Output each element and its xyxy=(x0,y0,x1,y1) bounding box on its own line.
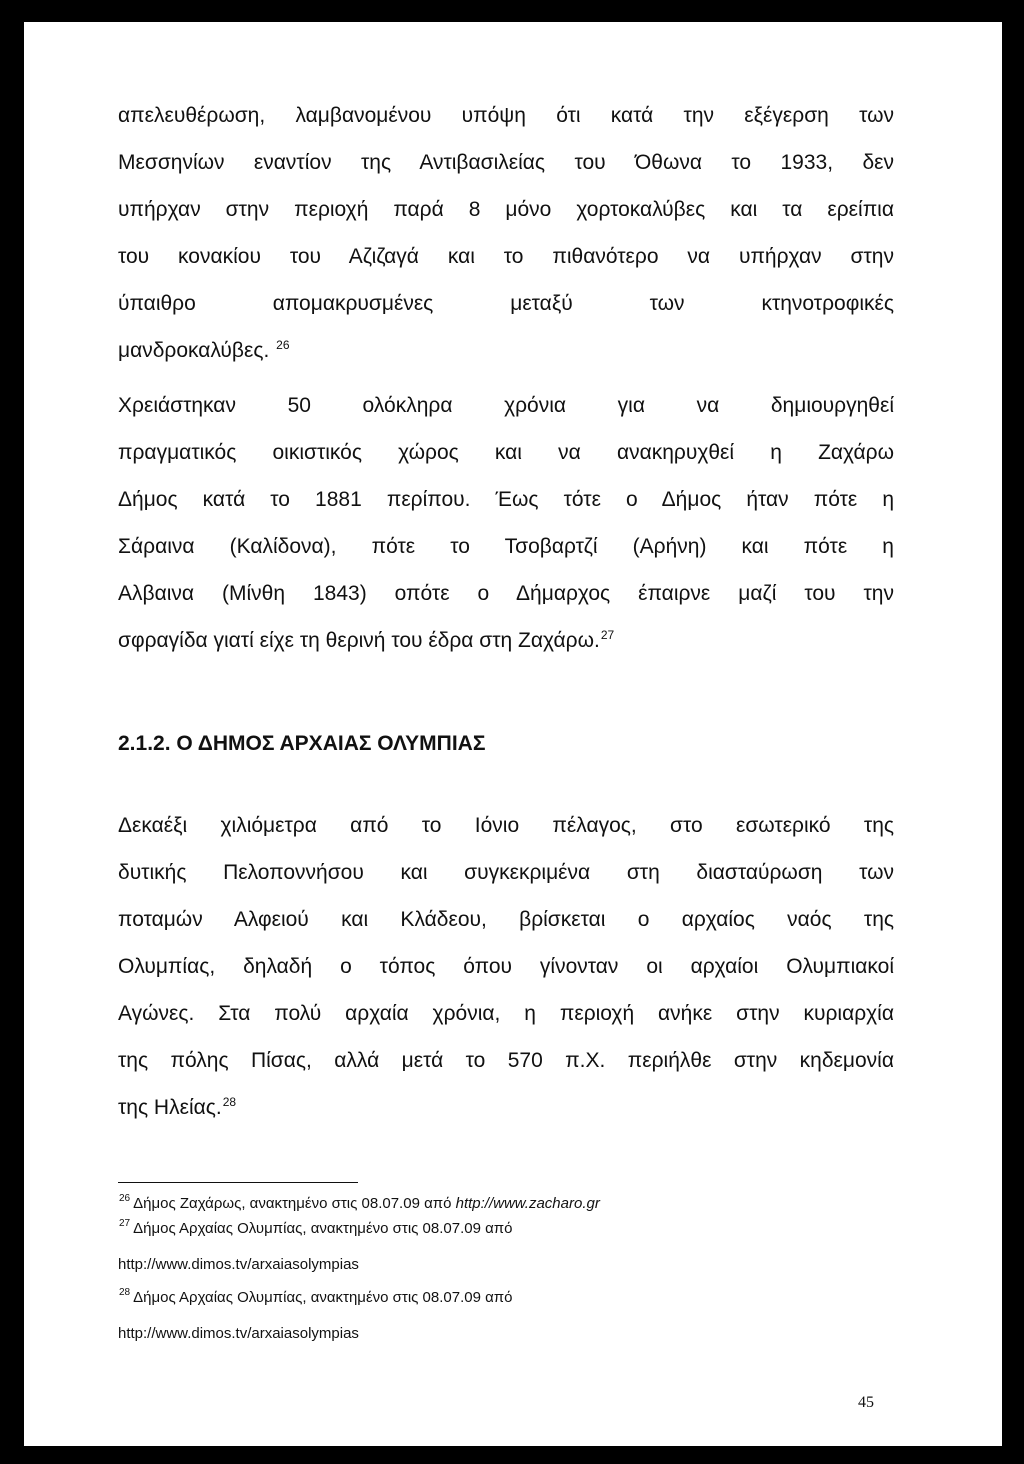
footnote-28 xyxy=(118,1288,512,1308)
text-line: του κονακίου του Αζιζαγά και το πιθανότερο να υπήρχαν στην xyxy=(118,245,894,268)
text-line: της πόλης Πίσας, αλλά μετά το 570 π.Χ. περιήλθε στην κηδεμονία xyxy=(118,1049,894,1072)
text-line: ποταμών Αλφειού και Κλάδεου, βρίσκεται ο αρχαίος ναός της xyxy=(118,908,894,931)
text-line xyxy=(118,337,894,365)
footnote-number: 26 xyxy=(119,1193,131,1204)
text-line: Χρειάστηκαν 50 ολόκληρα χρόνια για να δημιουργηθεί xyxy=(118,394,894,417)
text-line-content: μανδροκαλύβες. xyxy=(118,339,270,362)
text-line-content: σφραγίδα γιατί είχε τη θερινή του έδρα στη Ζαχάρω. xyxy=(118,629,600,652)
text-line: δυτικής Πελοποννήσου και συγκεκριμένα στη διασταύρωση των xyxy=(118,861,894,884)
text-line xyxy=(118,627,894,655)
footnote-separator xyxy=(118,1182,358,1183)
footnote-ref-27[interactable]: 27 xyxy=(600,628,615,642)
footnote-ref-26[interactable]: 26 xyxy=(276,338,290,352)
footnote-number: 27 xyxy=(119,1218,131,1229)
footnote-link[interactable]: http://www.zacharo.gr xyxy=(455,1195,600,1212)
text-line: υπήρχαν στην περιοχή παρά 8 μόνο χορτοκαλύβες και τα ερείπια xyxy=(118,198,894,221)
footnote-26 xyxy=(118,1194,600,1214)
footnote-27-link-line xyxy=(118,1255,359,1275)
text-line: ύπαιθρο απομακρυσμένες μεταξύ των κτηνοτροφικές xyxy=(118,292,894,315)
text-line: Ολυμπίας, δηλαδή ο τόπος όπου γίνονταν οι αρχαίοι Ολυμπιακοί xyxy=(118,955,894,978)
text-line: Δεκαέξι χιλιόμετρα από το Ιόνιο πέλαγος, στο εσωτερικό της xyxy=(118,814,894,837)
page-number: 45 xyxy=(858,1394,874,1411)
document-page xyxy=(24,22,1002,1446)
text-line: Αγώνες. Στα πολύ αρχαία χρόνια, η περιοχή ανήκε στην κυριαρχία xyxy=(118,1002,894,1025)
footnote-text: Δήμος Ζαχάρως, ανακτημένο στις 08.07.09 από xyxy=(133,1195,456,1212)
footnote-text: Δήμος Αρχαίας Ολυμπίας, ανακτημένο στις 08.07.09 από xyxy=(133,1289,513,1306)
text-line-content: της Ηλείας. xyxy=(118,1096,222,1119)
text-line: Αλβαινα (Μίνθη 1843) οπότε ο Δήμαρχος έπαιρνε μαζί του την xyxy=(118,582,894,605)
text-line: Δήμος κατά το 1881 περίπου. Έως τότε ο Δήμος ήταν πότε η xyxy=(118,488,894,511)
footnote-ref-28[interactable]: 28 xyxy=(222,1095,237,1109)
footnote-link[interactable]: http://www.dimos.tv/arxaiasolympias xyxy=(118,1325,359,1342)
footnote-number: 28 xyxy=(119,1287,131,1298)
footnote-28-link-line xyxy=(118,1324,359,1344)
text-line: απελευθέρωση, λαμβανομένου υπόψη ότι κατά την εξέγερση των xyxy=(118,104,894,127)
footnote-link[interactable]: http://www.dimos.tv/arxaiasolympias xyxy=(118,1256,359,1273)
text-line: Μεσσηνίων εναντίον της Αντιβασιλείας του Όθωνα το 1933, δεν xyxy=(118,151,894,174)
footnote-text: Δήμος Αρχαίας Ολυμπίας, ανακτημένο στις 08.07.09 από xyxy=(133,1220,513,1237)
section-heading: 2.1.2. Ο ΔΗΜΟΣ ΑΡΧΑΙΑΣ ΟΛΥΜΠΙΑΣ xyxy=(118,732,486,755)
text-line xyxy=(118,1094,894,1122)
text-line: Σάραινα (Καλίδονα), πότε το Τσοβαρτζί (Αρήνη) και πότε η xyxy=(118,535,894,558)
text-line: πραγματικός οικιστικός χώρος και να ανακηρυχθεί η Ζαχάρω xyxy=(118,441,894,464)
footnote-27 xyxy=(118,1219,512,1239)
